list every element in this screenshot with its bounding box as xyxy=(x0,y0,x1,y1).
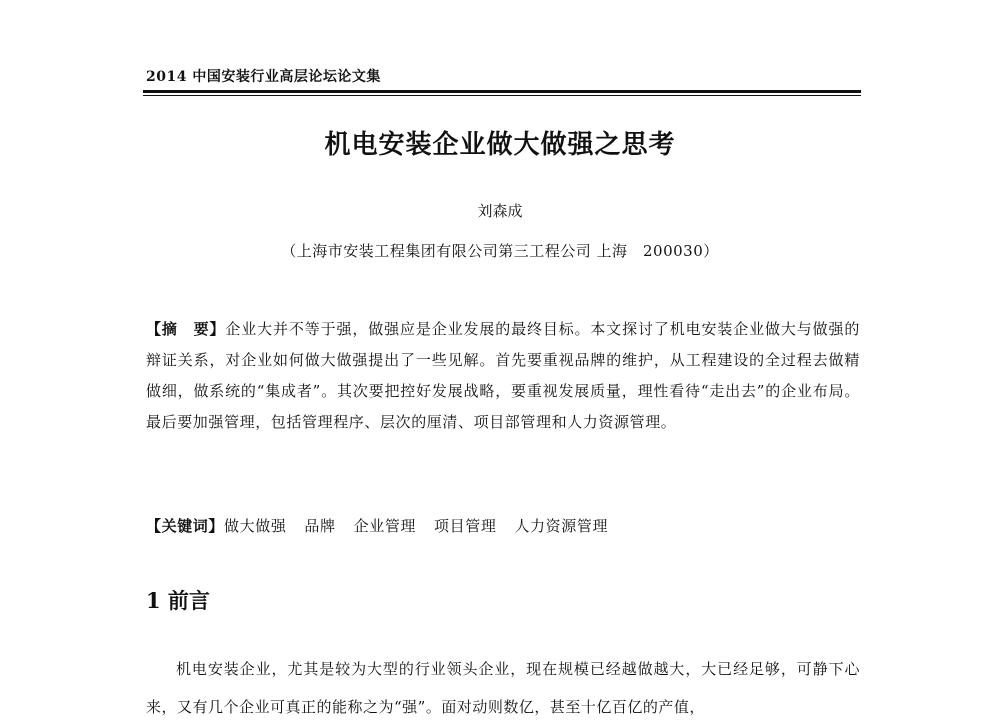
section-heading: 1 前言 xyxy=(146,588,210,613)
keyword-item: 品牌 xyxy=(304,517,336,535)
author-affiliation: （上海市安装工程集团有限公司第三工程公司 上海 200030） xyxy=(281,242,719,260)
keyword-item: 人力资源管理 xyxy=(514,517,609,535)
keywords xyxy=(146,515,860,536)
abstract-text: 企业大并不等于强，做强应是企业发展的最终目标。本文探讨了机电安装企业做大与做强的辩证关系，对企业如何做大做强提出了一些见解。首先要重视品牌的维护，从工程建设的全过程去做精做细，做系统的“集成者”。其次要把控好发展战略，要重视发展质量，理性看待“走出去”的企业布局。最后要加强管理，包括管理程序、层次的厘清、项目部管理和人力资源管理。 xyxy=(146,320,860,431)
header-rule-thick xyxy=(143,90,861,93)
abstract xyxy=(146,314,860,438)
keyword-item: 项目管理 xyxy=(434,517,497,535)
keyword-item: 企业管理 xyxy=(353,517,417,535)
author-name: 刘森成 xyxy=(477,202,523,220)
keywords-label: 【关键词】 xyxy=(146,517,225,535)
running-header: 2014 中国安装行业高层论坛论文集 xyxy=(146,69,381,85)
paper-title: 机电安装企业做大做强之思考 xyxy=(324,130,676,160)
header-rule-thin xyxy=(143,95,861,96)
keyword-item: 做大做强 xyxy=(224,517,287,535)
body-paragraph: 机电安装企业，尤其是较为大型的行业领头企业，现在规模已经越做越大，大已经足够，可静下心来，又有几个企业可真正的能称之为“强”。面对动则数亿，甚至十亿百亿的产值， xyxy=(146,660,860,716)
abstract-label: 【摘 要】 xyxy=(146,320,226,338)
